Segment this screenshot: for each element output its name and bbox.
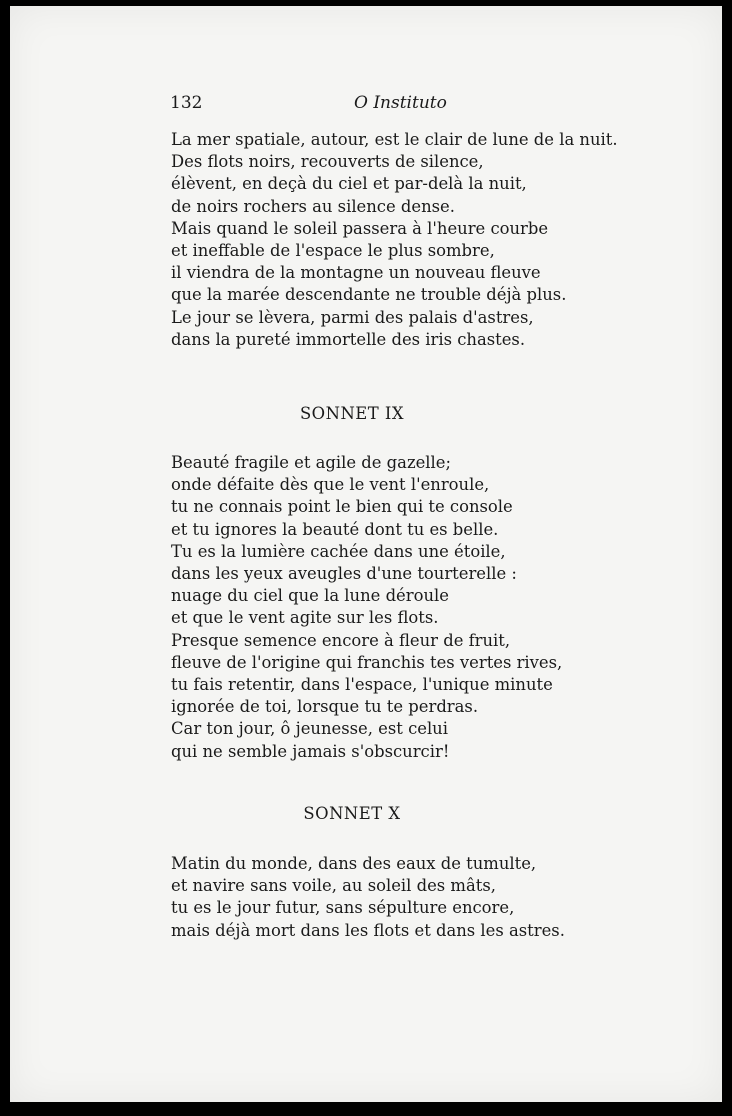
poem-line: mais déjà mort dans les flots et dans les astres. <box>171 920 565 940</box>
poem-line: onde défaite dès que le vent l'enroule, <box>171 475 490 495</box>
poem-line: La mer spatiale, autour, est le clair de lune de la nuit. <box>171 130 618 149</box>
poem-line: Le jour se lèvera, parmi des palais d'astres, <box>171 307 534 327</box>
journal-title: O Instituto <box>354 93 447 113</box>
poem-line: élèvent, en deçà du ciel et par-delà la nuit, <box>171 174 527 194</box>
poem-line: tu ne connais point le bien qui te console <box>171 497 513 517</box>
poem-line: Beauté fragile et agile de gazelle; <box>171 453 451 472</box>
sonnet-ix-body <box>171 452 691 763</box>
poem-line: que la marée descendante ne trouble déjà plus. <box>171 285 567 305</box>
poem-line: et que le vent agite sur les flots. <box>171 608 439 628</box>
poem-line: Car ton jour, ô jeunesse, est celui <box>171 719 448 739</box>
poem-line: Des flots noirs, recouverts de silence, <box>171 152 484 172</box>
poem-intro-stanza <box>171 129 691 351</box>
sonnet-ix-title: SONNET IX <box>299 404 405 423</box>
poem-line: de noirs rochers au silence dense. <box>171 196 455 216</box>
poem-line: dans la pureté immortelle des iris chastes. <box>171 329 526 349</box>
poem-line: fleuve de l'origine qui franchis tes vertes rives, <box>171 652 563 672</box>
poem-line: il viendra de la montagne un nouveau fleuve <box>171 263 541 283</box>
poem-line: Presque semence encore à fleur de fruit, <box>171 630 511 650</box>
poem-line: ignorée de toi, lorsque tu te perdras. <box>171 697 479 717</box>
poem-line: et navire sans voile, au soleil des mâts, <box>171 876 496 896</box>
sonnet-x-title: SONNET X <box>303 804 401 823</box>
poem-line: et ineffable de l'espace le plus sombre, <box>171 241 495 261</box>
poem-line: qui ne semble jamais s'obscurcir! <box>171 741 450 761</box>
sonnet-x-body <box>171 853 691 942</box>
poem-line: Matin du monde, dans des eaux de tumulte, <box>171 854 537 873</box>
poem-line: tu fais retentir, dans l'espace, l'unique minute <box>171 675 553 695</box>
poem-line: et tu ignores la beauté dont tu es belle. <box>171 519 499 539</box>
poem-line: tu es le jour futur, sans sépulture encore, <box>171 898 515 918</box>
poem-line: nuage du ciel que la lune déroule <box>171 586 449 606</box>
book-page <box>10 6 722 1102</box>
poem-line: Tu es la lumière cachée dans une étoile, <box>171 541 506 561</box>
poem-line: Mais quand le soleil passera à l'heure courbe <box>171 218 549 238</box>
page-number: 132 <box>170 93 203 113</box>
running-head <box>170 93 470 119</box>
poem-line: dans les yeux aveugles d'une tourterelle : <box>171 564 517 584</box>
